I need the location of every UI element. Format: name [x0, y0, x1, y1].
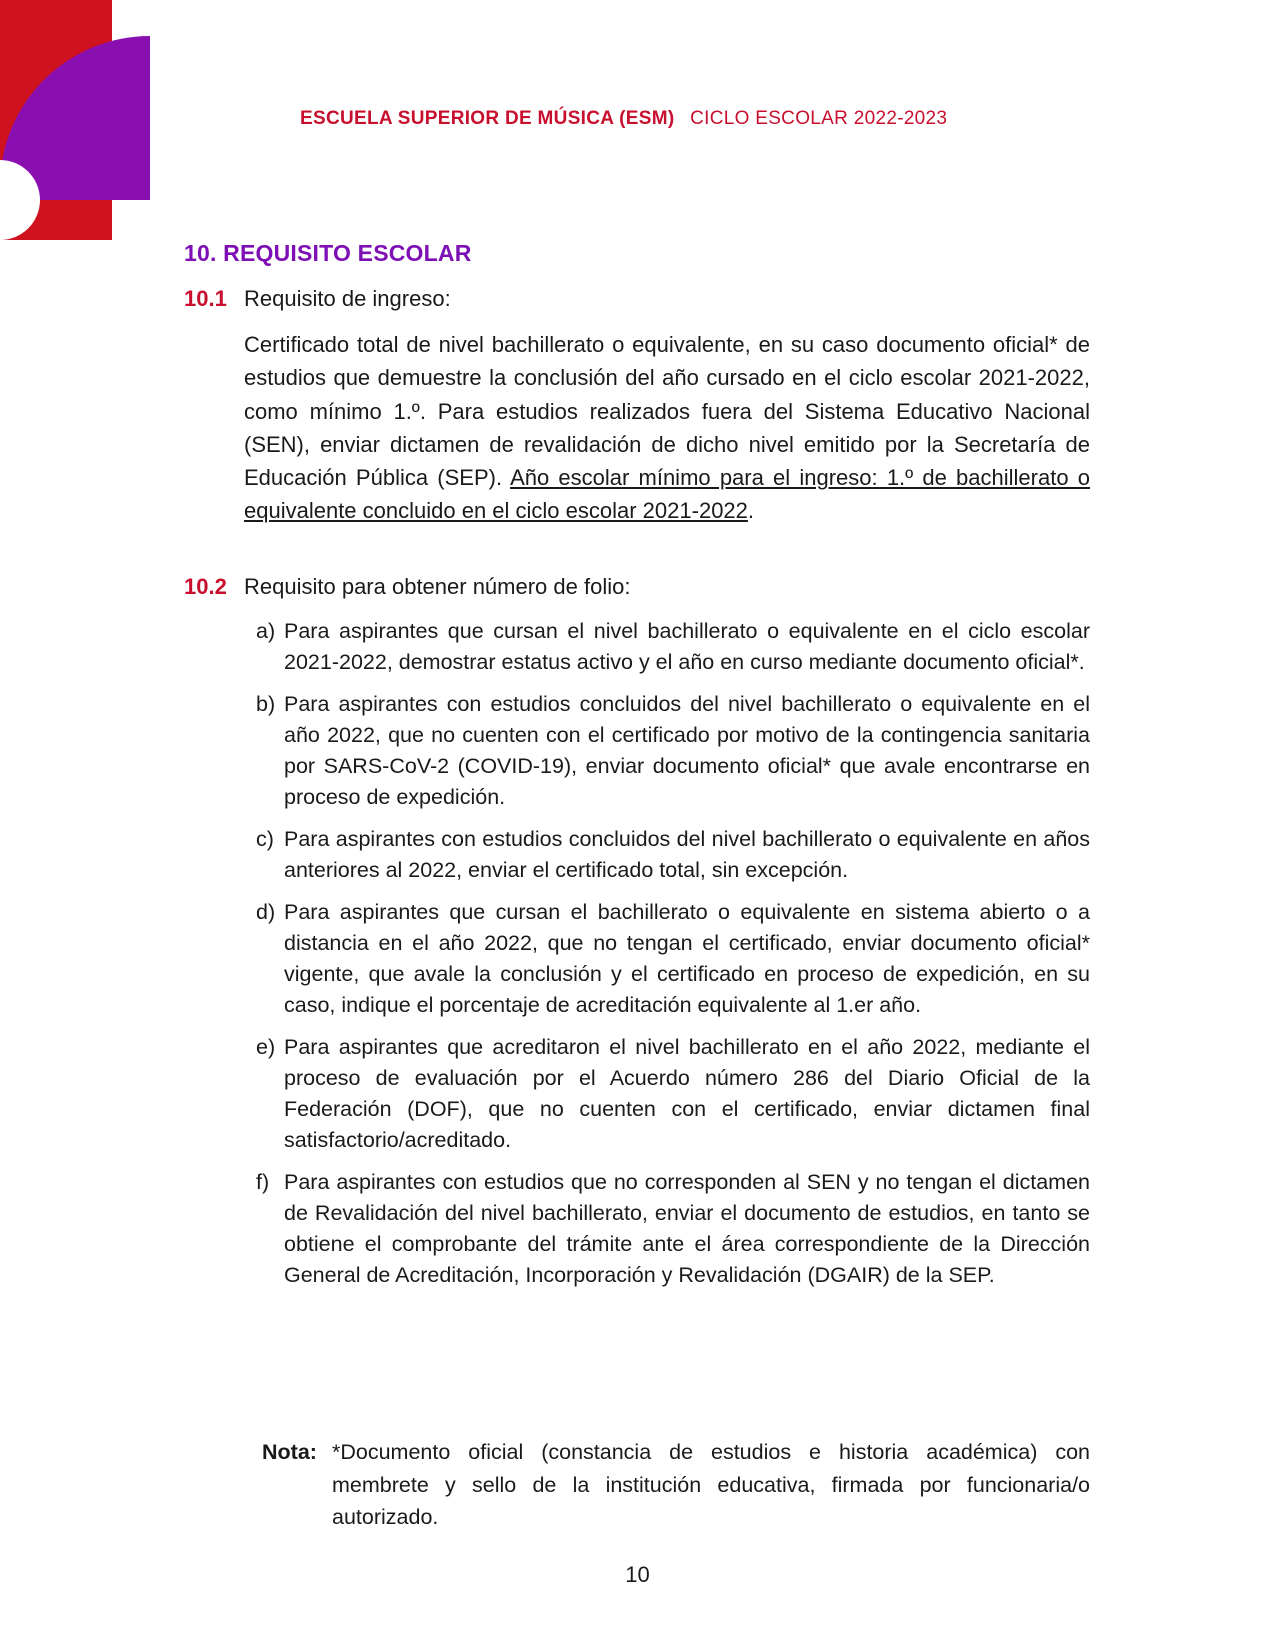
section-title: 10. REQUISITO ESCOLAR [184, 240, 472, 266]
item-letter: b) [256, 692, 276, 716]
subsection-number: 10.2 [184, 574, 227, 599]
requirements-list [256, 616, 1090, 1302]
subsection-number: 10.1 [184, 286, 227, 311]
page-number: 10 [625, 1562, 650, 1587]
list-item [256, 1032, 1090, 1156]
list-item [256, 824, 1090, 886]
subsection-label: Requisito para obtener número de folio: [244, 574, 631, 599]
admission-end: . [747, 498, 755, 524]
corner-decoration [0, 0, 150, 240]
item-text: Para aspirantes con estudios concluidos del nivel bachillerato o equivalente en años anteriores al 2022, enviar el certificado total, sin excepción. [284, 827, 1090, 882]
item-letter: c) [256, 827, 274, 851]
subsection-label: Requisito de ingreso: [244, 286, 451, 311]
note [262, 1436, 1090, 1534]
admission-paragraph [244, 328, 1090, 528]
list-item [256, 616, 1090, 678]
header-cycle: CICLO ESCOLAR 2022-2023 [690, 108, 948, 129]
item-letter: e) [256, 1035, 276, 1059]
item-letter: a) [256, 619, 276, 643]
item-text: Para aspirantes que cursan el bachillerato o equivalente en sistema abierto o a distancia en el año 2022, que no tengan el certificado, enviar documento oficial* vigente, que avale la conclusión y el certificado en proceso de expedición, en su caso, indique el porcentaje de acreditación equivalente al 1.er año. [284, 900, 1090, 1017]
page-header [300, 108, 947, 130]
admission-underlined: Año escolar mínimo para el ingreso: 1.º de bachillerato o equivalente concluido en el ciclo escolar 2021-2022 [244, 465, 1091, 524]
admission-text: Certificado total de nivel bachillerato o equivalente, en su caso documento oficial* de estudios que demuestre la conclusión del año cursado en el ciclo escolar 2021-2022, como mínimo 1.º. Para estudios realizados fuera del Sistema Educativo Nacional (SEN), enviar dictamen de revalidación de dicho nivel emitido por la Secretaría de Educación Pública (SEP). [244, 332, 1090, 491]
item-letter: d) [256, 900, 276, 924]
item-letter: f) [256, 1170, 270, 1194]
item-text: Para aspirantes con estudios concluidos del nivel bachillerato o equivalente en el año 2022, que no cuenten con el certificado por motivo de la contingencia sanitaria por SARS-CoV-2 (COVID-19), enviar documento oficial* que avale encontrarse en proceso de expedición. [284, 692, 1090, 809]
item-text: Para aspirantes que cursan el nivel bachillerato o equivalente en el ciclo escolar 2021-2022, demostrar estatus activo y el año en curso mediante documento oficial*. [284, 619, 1090, 674]
item-text: Para aspirantes que acreditaron el nivel bachillerato en el año 2022, mediante el proceso de evaluación por el Acuerdo número 286 del Diario Oficial de la Federación (DOF), que no cuenten con el certificado, enviar dictamen final satisfactorio/acreditado. [284, 1035, 1090, 1152]
header-school: ESCUELA SUPERIOR DE MÚSICA (ESM) [300, 108, 675, 129]
list-item [256, 1167, 1090, 1291]
item-text: Para aspirantes con estudios que no corresponden al SEN y no tengan el dictamen de Revalidación del nivel bachillerato, enviar el documento de estudios, en tanto se obtiene el comprobante del trámite ante el área correspondiente de la Dirección General de Acreditación, Incorporación y Revalidación (DGAIR) de la SEP. [284, 1170, 1090, 1287]
list-item [256, 897, 1090, 1021]
note-label: Nota: [262, 1440, 317, 1464]
list-item [256, 689, 1090, 813]
note-text: *Documento oficial (constancia de estudios e historia académica) con membrete y sello de la institución educativa, firmada por funcionaria/o autorizado. [332, 1440, 1090, 1529]
